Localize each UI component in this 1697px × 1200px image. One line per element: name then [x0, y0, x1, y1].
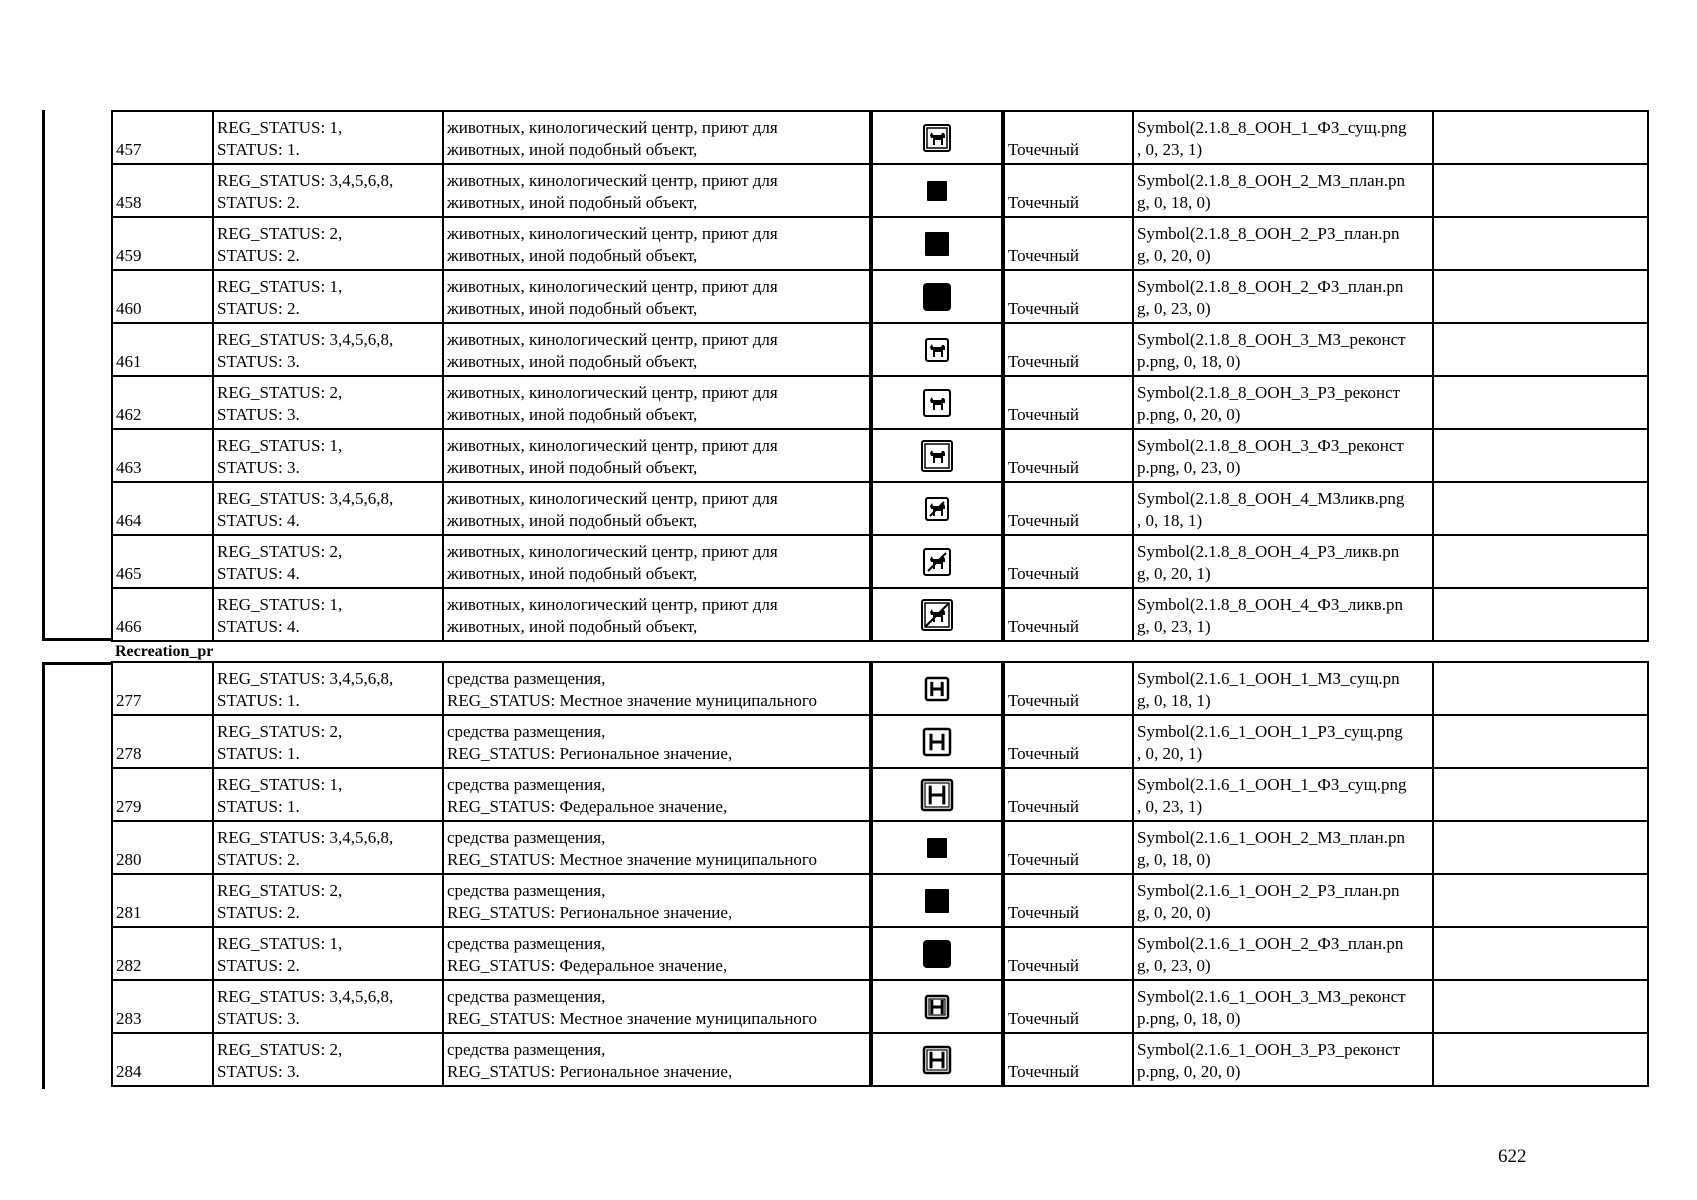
- geometry-type: Точечный: [1003, 662, 1133, 715]
- empty-cell: [1433, 715, 1648, 768]
- dog-framed-medium-icon: [871, 376, 1003, 429]
- status-cell: REG_STATUS: 2, STATUS: 1.: [213, 715, 443, 768]
- empty-cell: [1433, 164, 1648, 217]
- description-cell: животных, кинологический центр, приют для животных, иной подобный объект,: [443, 535, 871, 588]
- status-cell: REG_STATUS: 3,4,5,6,8, STATUS: 2.: [213, 164, 443, 217]
- row-id: 281: [112, 874, 213, 927]
- row-id: 466: [112, 588, 213, 641]
- status-cell: REG_STATUS: 3,4,5,6,8, STATUS: 4.: [213, 482, 443, 535]
- description-cell: средства размещения, REG_STATUS: Местное значение муниципального: [443, 821, 871, 874]
- empty-cell: [1433, 927, 1648, 980]
- geometry-type: Точечный: [1003, 429, 1133, 482]
- empty-cell: [1433, 980, 1648, 1033]
- symbol-spec: Symbol(2.1.8_8_ООН_2_РЗ_план.pn g, 0, 20, 0): [1133, 217, 1433, 270]
- table-row: [112, 1033, 1648, 1086]
- row-id: 463: [112, 429, 213, 482]
- table-row: [112, 535, 1648, 588]
- geometry-type: Точечный: [1003, 927, 1133, 980]
- geometry-type: Точечный: [1003, 588, 1133, 641]
- black-square-large-icon: [871, 927, 1003, 980]
- status-cell: REG_STATUS: 1, STATUS: 3.: [213, 429, 443, 482]
- description-cell: средства размещения, REG_STATUS: Региональное значение,: [443, 1033, 871, 1086]
- geometry-type: Точечный: [1003, 980, 1133, 1033]
- symbol-spec: Symbol(2.1.8_8_ООН_3_МЗ_реконст р.png, 0, 18, 0): [1133, 323, 1433, 376]
- row-id: 459: [112, 217, 213, 270]
- row-id: 279: [112, 768, 213, 821]
- row-id: 277: [112, 662, 213, 715]
- table-row: [112, 376, 1648, 429]
- geometry-type: Точечный: [1003, 715, 1133, 768]
- status-cell: REG_STATUS: 3,4,5,6,8, STATUS: 3.: [213, 323, 443, 376]
- empty-cell: [1433, 482, 1648, 535]
- geometry-type: Точечный: [1003, 376, 1133, 429]
- hotel-h-large-icon: [871, 768, 1003, 821]
- table-row: [112, 111, 1648, 164]
- row-id: 280: [112, 821, 213, 874]
- table-row: [112, 715, 1648, 768]
- empty-cell: [1433, 270, 1648, 323]
- symbol-spec: Symbol(2.1.8_8_ООН_3_РЗ_реконст р.png, 0, 20, 0): [1133, 376, 1433, 429]
- symbol-spec: Symbol(2.1.6_1_ООН_3_МЗ_реконст р.png, 0, 18, 0): [1133, 980, 1433, 1033]
- description-cell: средства размещения, REG_STATUS: Местное значение муниципального: [443, 662, 871, 715]
- row-id: 282: [112, 927, 213, 980]
- description-cell: животных, кинологический центр, приют для животных, иной подобный объект,: [443, 164, 871, 217]
- empty-cell: [1433, 662, 1648, 715]
- empty-cell: [1433, 217, 1648, 270]
- row-id: 278: [112, 715, 213, 768]
- dog-crossed-small-icon: [871, 482, 1003, 535]
- description-cell: животных, кинологический центр, приют для животных, иной подобный объект,: [443, 270, 871, 323]
- status-cell: REG_STATUS: 2, STATUS: 4.: [213, 535, 443, 588]
- symbol-spec: Symbol(2.1.8_8_ООН_4_РЗ_ликв.pn g, 0, 20, 1): [1133, 535, 1433, 588]
- status-cell: REG_STATUS: 3,4,5,6,8, STATUS: 3.: [213, 980, 443, 1033]
- symbol-spec: Symbol(2.1.6_1_ООН_2_ФЗ_план.pn g, 0, 23, 0): [1133, 927, 1433, 980]
- symbol-spec: Symbol(2.1.8_8_ООН_1_ФЗ_сущ.png , 0, 23, 1): [1133, 111, 1433, 164]
- group-header-row: [112, 641, 1648, 662]
- symbol-spec: Symbol(2.1.6_1_ООН_2_РЗ_план.pn g, 0, 20, 0): [1133, 874, 1433, 927]
- geometry-type: Точечный: [1003, 1033, 1133, 1086]
- page-number: 622: [1498, 1146, 1527, 1167]
- dog-framed-large-icon: [871, 429, 1003, 482]
- status-cell: REG_STATUS: 2, STATUS: 2.: [213, 217, 443, 270]
- row-id: 460: [112, 270, 213, 323]
- row-id: 465: [112, 535, 213, 588]
- status-cell: REG_STATUS: 2, STATUS: 3.: [213, 1033, 443, 1086]
- symbol-spec: Symbol(2.1.8_8_ООН_4_МЗликв.png , 0, 18, 1): [1133, 482, 1433, 535]
- description-cell: средства размещения, REG_STATUS: Региональное значение,: [443, 715, 871, 768]
- symbol-spec: Symbol(2.1.8_8_ООН_3_ФЗ_реконст р.png, 0, 23, 0): [1133, 429, 1433, 482]
- table-section-top: [112, 111, 1648, 641]
- symbol-spec: Symbol(2.1.6_1_ООН_2_МЗ_план.pn g, 0, 18, 0): [1133, 821, 1433, 874]
- geometry-type: Точечный: [1003, 874, 1133, 927]
- status-cell: REG_STATUS: 1, STATUS: 2.: [213, 270, 443, 323]
- row-id: 462: [112, 376, 213, 429]
- left-margin-bar-bottom: [42, 664, 45, 1089]
- table-row: [112, 323, 1648, 376]
- description-cell: животных, кинологический центр, приют для животных, иной подобный объект,: [443, 429, 871, 482]
- table-row: [112, 980, 1648, 1033]
- geometry-type: Точечный: [1003, 270, 1133, 323]
- empty-cell: [1433, 111, 1648, 164]
- row-id: 464: [112, 482, 213, 535]
- dog-crossed-medium-icon: [871, 535, 1003, 588]
- dog-framed-double-icon: [871, 111, 1003, 164]
- row-id: 284: [112, 1033, 213, 1086]
- table-row: [112, 164, 1648, 217]
- table-section-bottom: [112, 662, 1648, 1086]
- status-cell: REG_STATUS: 1, STATUS: 1.: [213, 111, 443, 164]
- empty-cell: [1433, 874, 1648, 927]
- symbol-spec: Symbol(2.1.6_1_ООН_1_МЗ_сущ.pn g, 0, 18, 1): [1133, 662, 1433, 715]
- status-cell: REG_STATUS: 3,4,5,6,8, STATUS: 1.: [213, 662, 443, 715]
- hotel-h-medium-icon: [871, 715, 1003, 768]
- empty-cell: [1433, 821, 1648, 874]
- left-margin-bar-top: [42, 110, 45, 640]
- status-cell: REG_STATUS: 1, STATUS: 1.: [213, 768, 443, 821]
- description-cell: животных, кинологический центр, приют для животных, иной подобный объект,: [443, 376, 871, 429]
- geometry-type: Точечный: [1003, 482, 1133, 535]
- row-id: 283: [112, 980, 213, 1033]
- black-square-large-icon: [871, 270, 1003, 323]
- empty-cell: [1433, 429, 1648, 482]
- empty-cell: [1433, 1033, 1648, 1086]
- description-cell: средства размещения, REG_STATUS: Местное значение муниципального: [443, 980, 871, 1033]
- symbol-spec: Symbol(2.1.6_1_ООН_1_РЗ_сущ.png , 0, 20, 1): [1133, 715, 1433, 768]
- table-row: [112, 429, 1648, 482]
- table-row: [112, 662, 1648, 715]
- empty-cell: [1433, 323, 1648, 376]
- geometry-type: Точечный: [1003, 217, 1133, 270]
- table-row: [112, 768, 1648, 821]
- description-cell: животных, кинологический центр, приют для животных, иной подобный объект,: [443, 217, 871, 270]
- symbol-table: [111, 110, 1649, 1087]
- dog-framed-small-icon: [871, 323, 1003, 376]
- status-cell: REG_STATUS: 1, STATUS: 2.: [213, 927, 443, 980]
- empty-cell: [1433, 588, 1648, 641]
- status-cell: REG_STATUS: 2, STATUS: 2.: [213, 874, 443, 927]
- hotel-h-framed-medium-icon: [871, 1033, 1003, 1086]
- description-cell: животных, кинологический центр, приют для животных, иной подобный объект,: [443, 323, 871, 376]
- hotel-h-small-icon: [871, 662, 1003, 715]
- symbol-spec: Symbol(2.1.8_8_ООН_2_ФЗ_план.pn g, 0, 23, 0): [1133, 270, 1433, 323]
- description-cell: средства размещения, REG_STATUS: Региональное значение,: [443, 874, 871, 927]
- table-row: [112, 874, 1648, 927]
- symbol-spec: Symbol(2.1.6_1_ООН_1_ФЗ_сущ.png , 0, 23, 1): [1133, 768, 1433, 821]
- left-margin-bar-start: [42, 662, 112, 665]
- row-id: 458: [112, 164, 213, 217]
- table-row: [112, 588, 1648, 641]
- black-square-medium-icon: [871, 217, 1003, 270]
- black-square-medium-icon: [871, 874, 1003, 927]
- symbol-spec: Symbol(2.1.6_1_ООН_3_РЗ_реконст р.png, 0, 20, 0): [1133, 1033, 1433, 1086]
- symbol-spec: Symbol(2.1.8_8_ООН_2_МЗ_план.pn g, 0, 18, 0): [1133, 164, 1433, 217]
- description-cell: животных, кинологический центр, приют для животных, иной подобный объект,: [443, 111, 871, 164]
- symbol-spec: Symbol(2.1.8_8_ООН_4_ФЗ_ликв.pn g, 0, 23, 1): [1133, 588, 1433, 641]
- status-cell: REG_STATUS: 2, STATUS: 3.: [213, 376, 443, 429]
- black-square-small-icon: [871, 821, 1003, 874]
- dog-crossed-large-icon: [871, 588, 1003, 641]
- geometry-type: Точечный: [1003, 323, 1133, 376]
- table-row: [112, 217, 1648, 270]
- description-cell: средства размещения, REG_STATUS: Федеральное значение,: [443, 768, 871, 821]
- left-margin-bar-end: [42, 638, 112, 641]
- table-row: [112, 821, 1648, 874]
- empty-cell: [1433, 768, 1648, 821]
- row-id: 457: [112, 111, 213, 164]
- geometry-type: Точечный: [1003, 768, 1133, 821]
- table-row: [112, 927, 1648, 980]
- table-row: [112, 482, 1648, 535]
- geometry-type: Точечный: [1003, 111, 1133, 164]
- status-cell: REG_STATUS: 3,4,5,6,8, STATUS: 2.: [213, 821, 443, 874]
- hotel-h-framed-small-icon: [871, 980, 1003, 1033]
- geometry-type: Точечный: [1003, 821, 1133, 874]
- geometry-type: Точечный: [1003, 535, 1133, 588]
- group-label: Recreation_pr: [112, 641, 1648, 662]
- description-cell: животных, кинологический центр, приют для животных, иной подобный объект,: [443, 482, 871, 535]
- table-row: [112, 270, 1648, 323]
- black-square-small-icon: [871, 164, 1003, 217]
- row-id: 461: [112, 323, 213, 376]
- status-cell: REG_STATUS: 1, STATUS: 4.: [213, 588, 443, 641]
- description-cell: средства размещения, REG_STATUS: Федеральное значение,: [443, 927, 871, 980]
- empty-cell: [1433, 535, 1648, 588]
- empty-cell: [1433, 376, 1648, 429]
- geometry-type: Точечный: [1003, 164, 1133, 217]
- description-cell: животных, кинологический центр, приют для животных, иной подобный объект,: [443, 588, 871, 641]
